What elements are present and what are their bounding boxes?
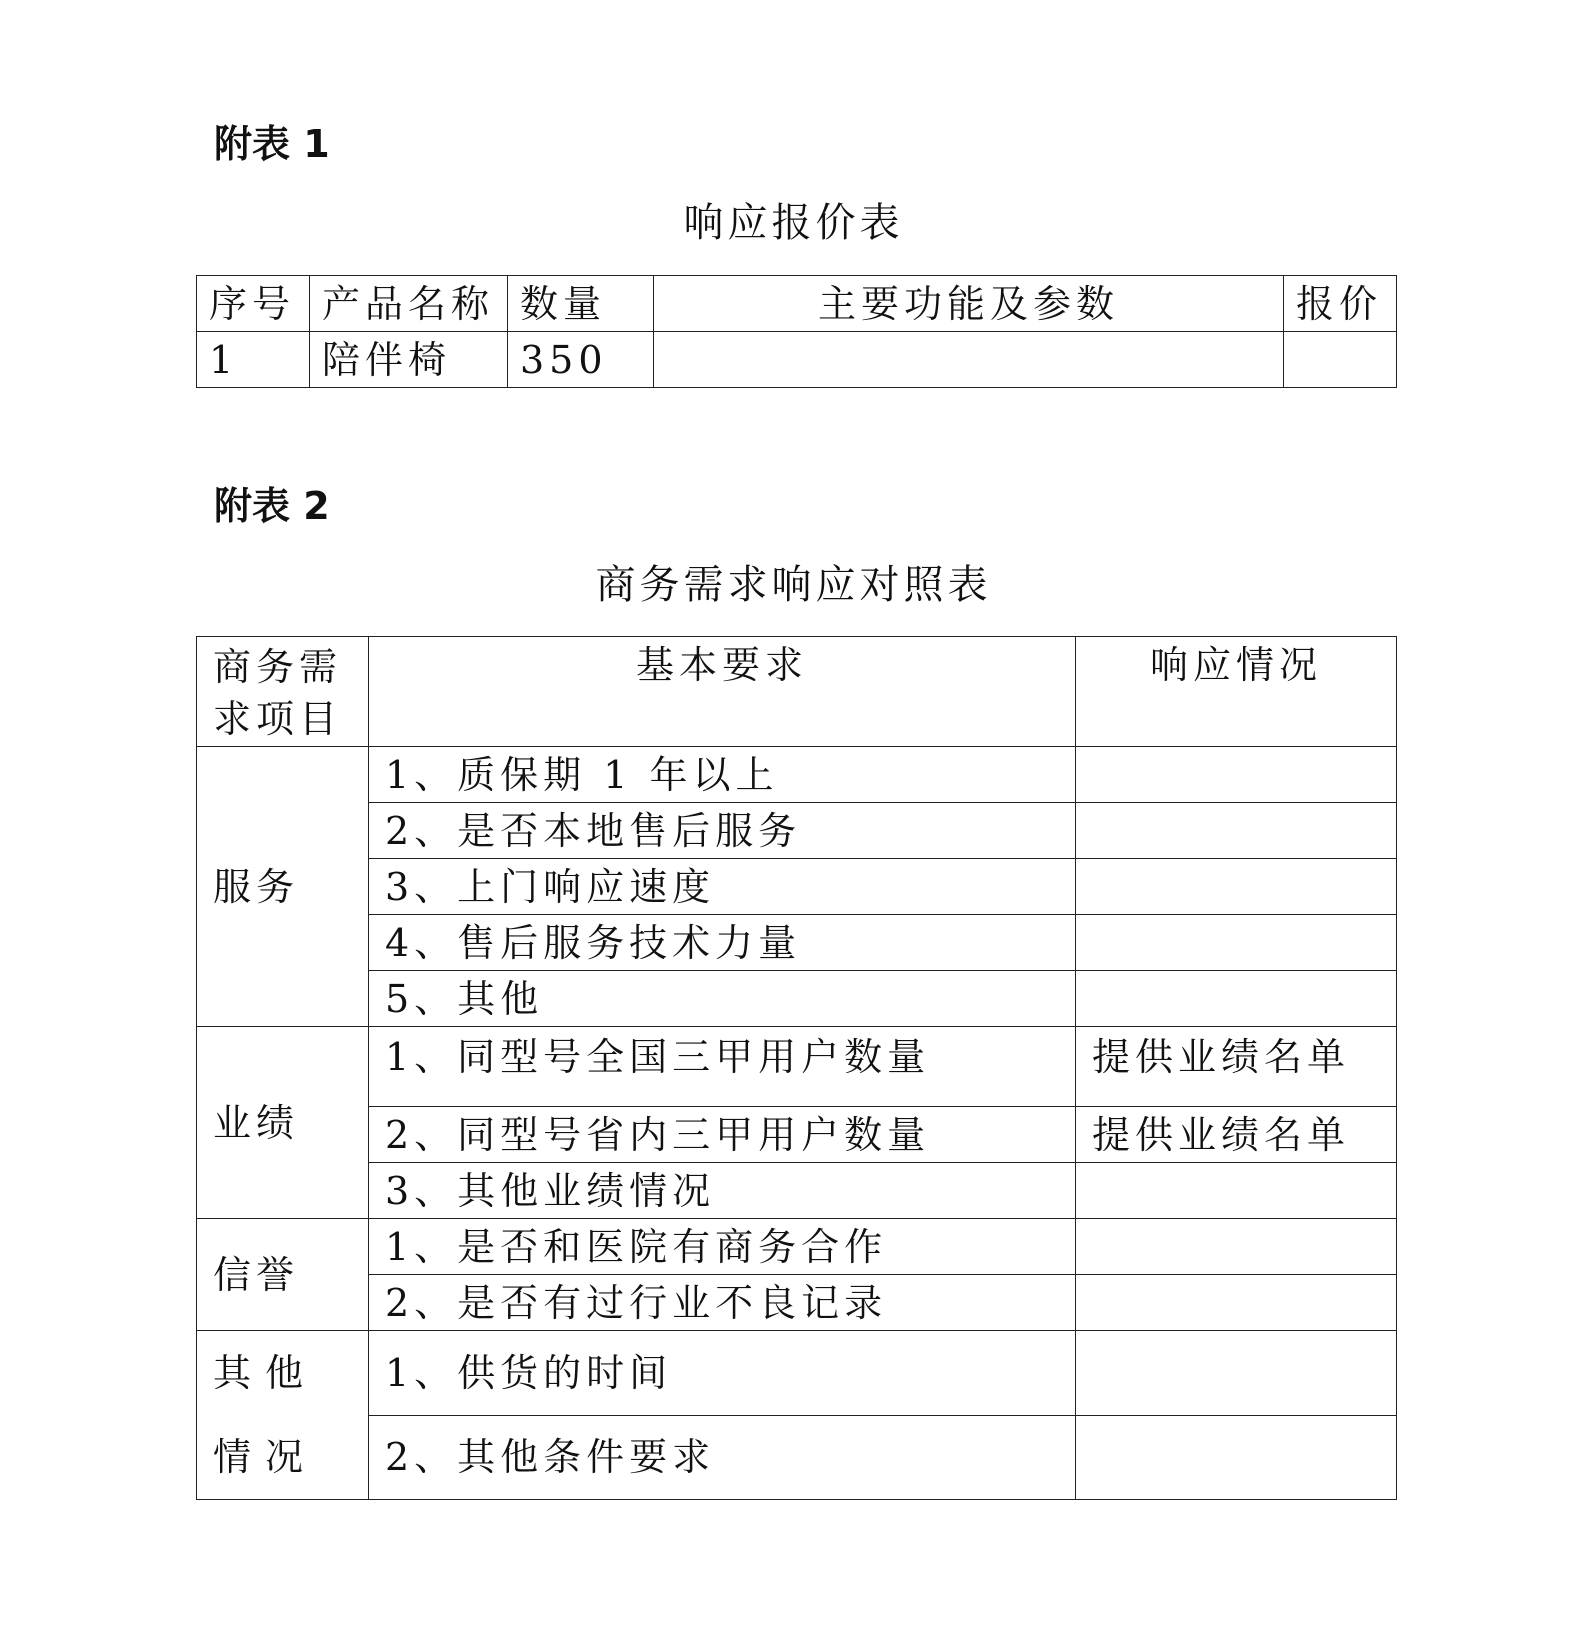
requirement-cell: 2、是否本地售后服务 bbox=[369, 803, 1076, 859]
table-row bbox=[197, 1275, 1397, 1331]
header-cell: 响应情况 bbox=[1076, 637, 1397, 747]
table-row bbox=[197, 1415, 1397, 1500]
header-cell: 商务需求项目 bbox=[197, 637, 369, 747]
quote-table-title: 响应报价表 bbox=[683, 200, 904, 246]
product-cell: 陪伴椅 bbox=[310, 332, 508, 388]
requirement-cell: 3、上门响应速度 bbox=[369, 859, 1076, 915]
table-row bbox=[197, 1331, 1397, 1416]
requirement-cell: 5、其他 bbox=[369, 971, 1076, 1027]
table-row bbox=[197, 1107, 1397, 1163]
table-row bbox=[197, 747, 1397, 803]
business-table-title: 商务需求响应对照表 bbox=[595, 562, 992, 608]
response-cell[interactable] bbox=[1076, 1275, 1397, 1331]
requirement-cell: 1、同型号全国三甲用户数量 bbox=[369, 1027, 1076, 1107]
requirement-cell: 4、售后服务技术力量 bbox=[369, 915, 1076, 971]
table-row bbox=[197, 332, 1397, 388]
quantity-cell: 350 bbox=[508, 332, 654, 388]
price-cell[interactable] bbox=[1284, 332, 1397, 388]
response-cell[interactable] bbox=[1076, 915, 1397, 971]
quote-table bbox=[196, 275, 1397, 388]
requirement-cell: 1、供货的时间 bbox=[369, 1331, 1076, 1416]
category-cell: 业绩 bbox=[197, 1027, 369, 1219]
response-cell[interactable] bbox=[1076, 1331, 1397, 1416]
table-row bbox=[197, 803, 1397, 859]
response-cell[interactable] bbox=[1076, 1219, 1397, 1275]
requirement-cell: 1、是否和医院有商务合作 bbox=[369, 1219, 1076, 1275]
requirement-cell: 2、其他条件要求 bbox=[369, 1415, 1076, 1500]
appendix1-label: 附表 1 bbox=[214, 122, 330, 166]
requirement-cell: 2、同型号省内三甲用户数量 bbox=[369, 1107, 1076, 1163]
response-cell[interactable]: 提供业绩名单 bbox=[1076, 1027, 1397, 1107]
appendix2-label: 附表 2 bbox=[214, 484, 330, 528]
response-cell[interactable] bbox=[1076, 803, 1397, 859]
table-row bbox=[197, 1163, 1397, 1219]
table-row bbox=[197, 1027, 1397, 1107]
category-cell: 服务 bbox=[197, 747, 369, 1027]
requirement-cell: 3、其他业绩情况 bbox=[369, 1163, 1076, 1219]
response-cell[interactable]: 提供业绩名单 bbox=[1076, 1107, 1397, 1163]
spec-cell[interactable] bbox=[654, 332, 1284, 388]
requirement-cell: 1、质保期 1 年以上 bbox=[369, 747, 1076, 803]
response-cell[interactable] bbox=[1076, 1415, 1397, 1500]
requirement-cell: 2、是否有过行业不良记录 bbox=[369, 1275, 1076, 1331]
response-cell[interactable] bbox=[1076, 859, 1397, 915]
business-header-row bbox=[197, 637, 1397, 747]
header-cell: 序号 bbox=[197, 276, 310, 332]
header-cell: 基本要求 bbox=[369, 637, 1076, 747]
category-cell: 信誉 bbox=[197, 1219, 369, 1331]
header-cell: 报价 bbox=[1284, 276, 1397, 332]
index-cell: 1 bbox=[197, 332, 310, 388]
header-cell: 产品名称 bbox=[310, 276, 508, 332]
header-cell: 主要功能及参数 bbox=[654, 276, 1284, 332]
table-row bbox=[197, 971, 1397, 1027]
response-cell[interactable] bbox=[1076, 747, 1397, 803]
table-row bbox=[197, 1219, 1397, 1275]
category-cell: 其他情况 bbox=[197, 1331, 369, 1500]
header-cell: 数量 bbox=[508, 276, 654, 332]
response-cell[interactable] bbox=[1076, 971, 1397, 1027]
business-table bbox=[196, 636, 1397, 1500]
table-row bbox=[197, 915, 1397, 971]
table-row bbox=[197, 859, 1397, 915]
response-cell[interactable] bbox=[1076, 1163, 1397, 1219]
quote-header-row bbox=[197, 276, 1397, 332]
